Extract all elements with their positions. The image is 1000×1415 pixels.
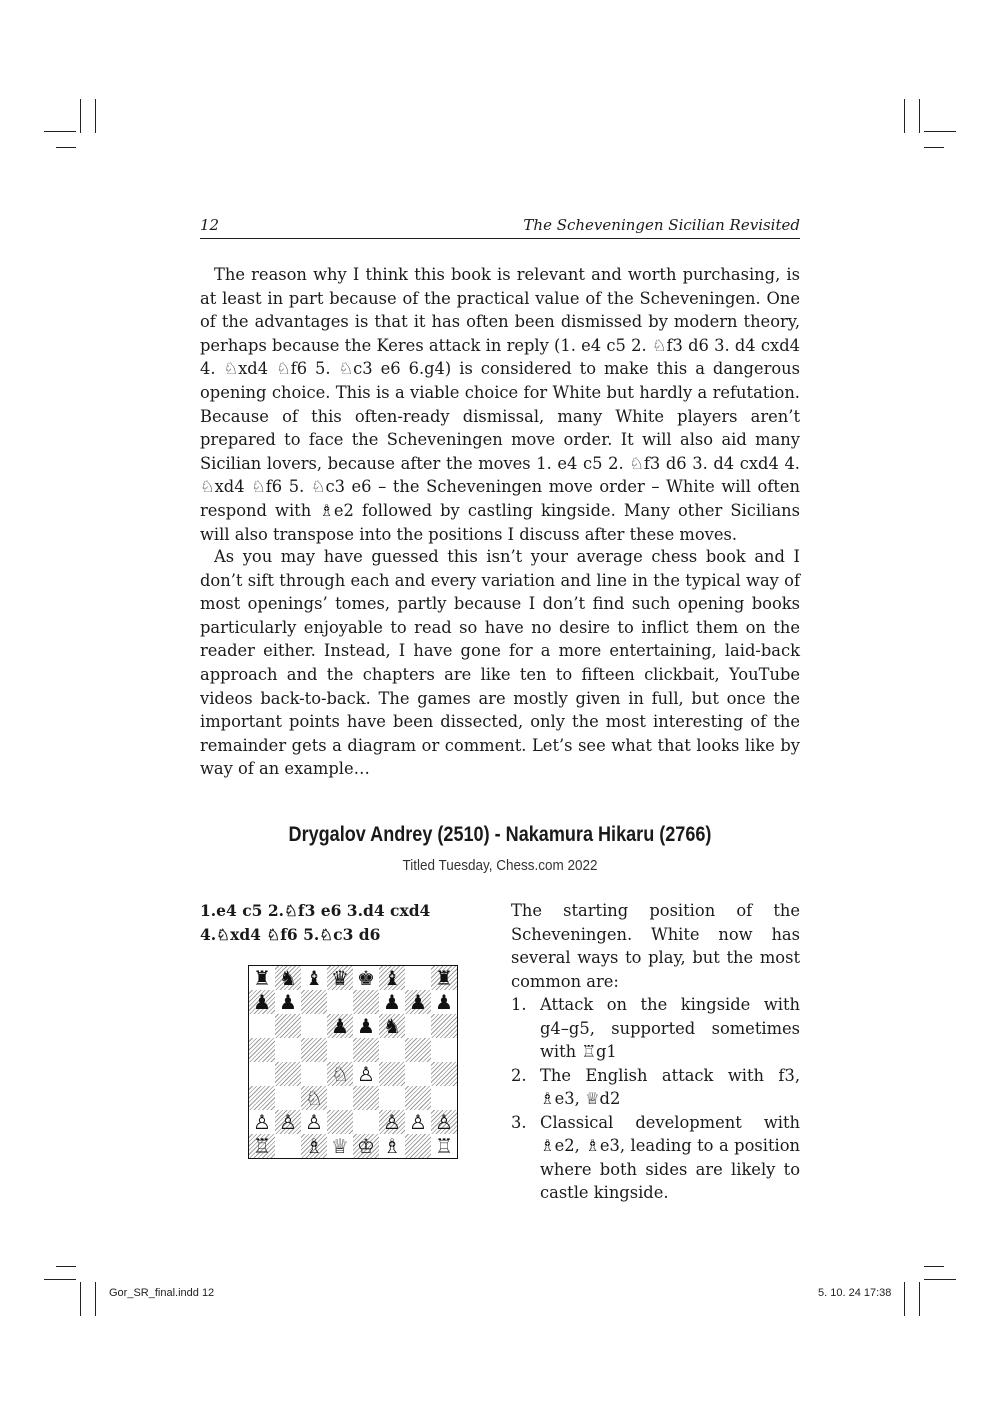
- crop-mark: [919, 1282, 920, 1316]
- list-item: [511, 1111, 800, 1205]
- list-number: 2.: [511, 1065, 527, 1085]
- board-square-h8: ♜: [431, 966, 457, 990]
- board-square-e7: [353, 990, 379, 1014]
- list-item: [511, 1064, 800, 1111]
- running-head: The Scheveningen Sicilian Revisited: [523, 216, 800, 234]
- body-paragraph: The reason why I think this book is relevant and worth purchasing, is at least in part because of the practical value of the Scheveningen. One of the advantages is that it has often been dismissed by modern theory, perhaps because the Keres attack in reply (1. e4 c5 2. ♘f3 d6 3. d4 cxd4 4. ♘xd4 ♘f6 5. ♘c3 e6 6.g4) is considered to make this a dangerous opening choice. This is a viable choice for White but hardly a refutation. Because of this often-ready dismissal, many White players aren’t prepared to face the Scheveningen move order. It will also aid many Sicilian lovers, because after the moves 1. e4 c5 2. ♘f3 d6 3. d4 cxd4 4. ♘xd4 ♘f6 5. ♘c3 e6 – the Scheveningen move order – White will often respond with ♗e2 followed by castling kingside. Many other Sicilians will also transpose into the positions I discuss after these moves.: [200, 265, 800, 544]
- board-square-h7: ♟: [431, 990, 457, 1014]
- board-square-d8: ♛: [327, 966, 353, 990]
- crop-mark: [919, 99, 920, 133]
- crop-mark: [924, 131, 956, 132]
- board-square-c8: ♝: [301, 966, 327, 990]
- board-square-c1: ♗: [301, 1134, 327, 1158]
- board-square-d2: [327, 1110, 353, 1134]
- board-square-g6: [405, 1014, 431, 1038]
- board-square-g8: [405, 966, 431, 990]
- board-square-a1: ♖: [249, 1134, 275, 1158]
- body-paragraph: As you may have guessed this isn’t your average chess book and I don’t sift through each and every variation and line in the typical way of most openings’ tomes, partly because I don’t find such opening books particularly enjoyable to read so have no desire to inflict them on the reader either. Instead, I have gone for a more entertaining, laid-back approach and the chapters are like ten to fifteen clickbait, YouTube videos back-to-back. The games are mostly given in full, but once the important points have been dissected, only the most interesting of the remainder gets a diagram or comment. Let’s see what that looks like by way of an example…: [200, 547, 800, 779]
- board-square-c3: ♘: [301, 1086, 327, 1110]
- crop-mark: [80, 99, 81, 133]
- board-square-f6: ♞: [379, 1014, 405, 1038]
- board-square-a8: ♜: [249, 966, 275, 990]
- crop-mark: [44, 1279, 76, 1280]
- list-item: [511, 993, 800, 1064]
- board-square-b6: [275, 1014, 301, 1038]
- board-square-a3: [249, 1086, 275, 1110]
- board-square-g3: [405, 1086, 431, 1110]
- board-square-e3: [353, 1086, 379, 1110]
- board-square-f7: ♟: [379, 990, 405, 1014]
- game-moves: 1.e4 c5 2.♘f3 e6 3.d4 cxd4 4.♘xd4 ♘f6 5.♘c3 d6: [200, 901, 431, 944]
- board-square-e2: [353, 1110, 379, 1134]
- board-square-e5: [353, 1038, 379, 1062]
- crop-mark: [44, 131, 76, 132]
- board-square-d3: [327, 1086, 353, 1110]
- board-square-f5: [379, 1038, 405, 1062]
- page-header: [200, 214, 800, 239]
- board-square-c7: [301, 990, 327, 1014]
- board-square-a7: ♟: [249, 990, 275, 1014]
- board-square-d1: ♕: [327, 1134, 353, 1158]
- board-square-h5: [431, 1038, 457, 1062]
- game-title: Drygalov Andrey (2510) - Nakamura Hikaru (2766): [288, 823, 712, 846]
- board-square-a5: [249, 1038, 275, 1062]
- board-square-f8: ♝: [379, 966, 405, 990]
- crop-mark: [904, 1282, 905, 1316]
- print-slug-timestamp: 5. 10. 24 17:38: [818, 1287, 892, 1299]
- crop-mark: [924, 147, 944, 148]
- board-square-e4: ♙: [353, 1062, 379, 1086]
- board-square-c4: [301, 1062, 327, 1086]
- board-square-c6: [301, 1014, 327, 1038]
- board-square-f2: ♙: [379, 1110, 405, 1134]
- board-square-d7: [327, 990, 353, 1014]
- board-square-b3: [275, 1086, 301, 1110]
- board-square-b1: [275, 1134, 301, 1158]
- board-square-h3: [431, 1086, 457, 1110]
- board-square-b2: ♙: [275, 1110, 301, 1134]
- list-text: Classical development with ♗e2, ♗e3, leading to a position where both sides are likely to castle kingside.: [540, 1112, 800, 1202]
- list-number: 3.: [511, 1112, 527, 1132]
- board-square-c2: ♙: [301, 1110, 327, 1134]
- commentary-text: The starting position of the Scheveningen. White now has several ways to play, but the most common are:: [511, 901, 800, 991]
- board-square-h6: [431, 1014, 457, 1038]
- board-square-b5: [275, 1038, 301, 1062]
- board-square-e1: ♔: [353, 1134, 379, 1158]
- print-slug-file: Gor_SR_final.indd 12: [109, 1287, 215, 1299]
- list-text: Attack on the kingside with g4–g5, supported sometimes with ♖g1: [540, 995, 800, 1061]
- crop-mark: [56, 147, 76, 148]
- board-square-g7: ♟: [405, 990, 431, 1014]
- options-list: [511, 993, 800, 1205]
- board-square-g5: [405, 1038, 431, 1062]
- board-square-d4: ♘: [327, 1062, 353, 1086]
- board-square-d6: ♟: [327, 1014, 353, 1038]
- crop-mark: [80, 1282, 81, 1316]
- chess-diagram: [248, 965, 458, 1159]
- board-square-h4: [431, 1062, 457, 1086]
- crop-mark: [56, 1266, 76, 1267]
- crop-mark: [924, 1266, 944, 1267]
- board-square-e6: ♟: [353, 1014, 379, 1038]
- game-event: Titled Tuesday, Chess.com 2022: [402, 857, 598, 874]
- list-number: 1.: [511, 995, 527, 1014]
- board-square-a4: [249, 1062, 275, 1086]
- board-square-g1: [405, 1134, 431, 1158]
- board-square-a6: [249, 1014, 275, 1038]
- board-square-b4: [275, 1062, 301, 1086]
- board-square-f1: ♗: [379, 1134, 405, 1158]
- board-square-a2: ♙: [249, 1110, 275, 1134]
- page-number: 12: [200, 216, 220, 234]
- board-square-d5: [327, 1038, 353, 1062]
- board-square-c5: [301, 1038, 327, 1062]
- crop-mark: [95, 1282, 96, 1316]
- board-square-f3: [379, 1086, 405, 1110]
- crop-mark: [904, 99, 905, 133]
- list-text: The English attack with f3, ♗e3, ♕d2: [540, 1065, 800, 1108]
- board-square-g4: [405, 1062, 431, 1086]
- board-square-f4: [379, 1062, 405, 1086]
- board-square-h2: ♙: [431, 1110, 457, 1134]
- board-square-b8: ♞: [275, 966, 301, 990]
- crop-mark: [924, 1279, 956, 1280]
- board-square-g2: ♙: [405, 1110, 431, 1134]
- board-square-h1: ♖: [431, 1134, 457, 1158]
- board-square-e8: ♚: [353, 966, 379, 990]
- board-square-b7: ♟: [275, 990, 301, 1014]
- crop-mark: [95, 99, 96, 133]
